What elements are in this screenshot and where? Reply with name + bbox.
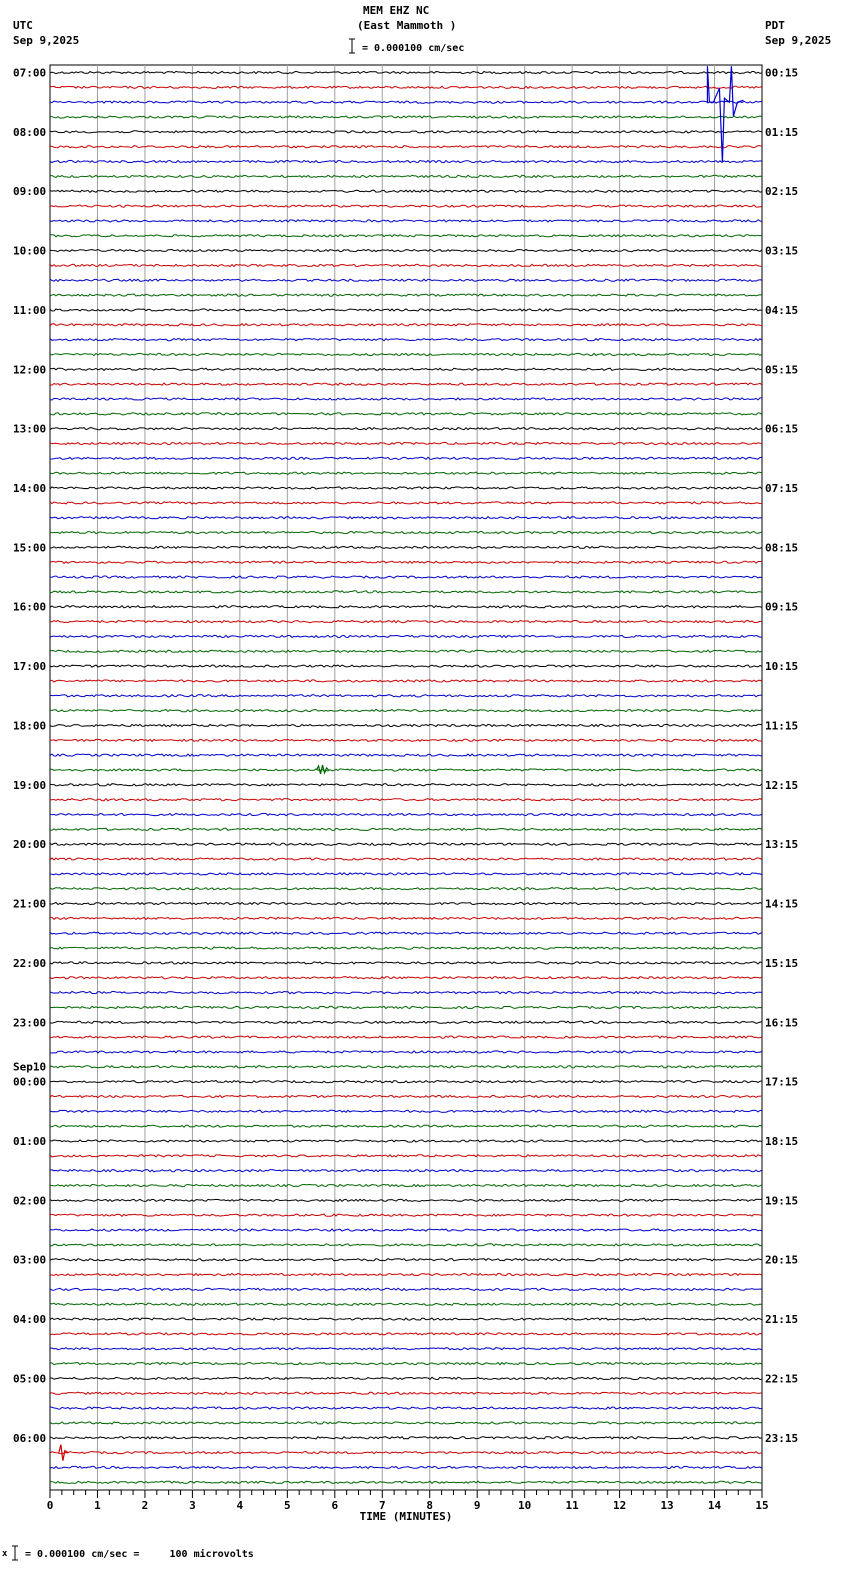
trace-line: [50, 784, 762, 786]
x-tick-label: 10: [518, 1499, 532, 1512]
x-tick-label: 12: [612, 1499, 627, 1512]
trace-line: [50, 1036, 762, 1038]
pdt-hour-label: 23:15: [765, 1431, 799, 1445]
trace-line: [50, 442, 762, 444]
utc-hour-label: 21:00: [13, 897, 47, 911]
trace-line: [50, 1259, 762, 1261]
footer-scale-note: = 0.000100 cm/sec = 100 microvolts: [25, 1549, 254, 1560]
trace-line: [50, 1006, 762, 1008]
trace-line: [50, 606, 762, 608]
trace-line: [50, 205, 762, 207]
trace-line: [50, 101, 762, 103]
trace-line: [50, 754, 762, 756]
pdt-hour-label: 05:15: [765, 363, 799, 377]
right-date: Sep 9,2025: [765, 34, 832, 47]
utc-hour-label: 08:00: [13, 125, 47, 139]
trace-line: [50, 250, 762, 252]
trace-line: [50, 843, 762, 845]
trace-line: [50, 235, 762, 237]
x-tick-label: 13: [660, 1499, 674, 1512]
pdt-hour-label: 17:15: [765, 1075, 799, 1089]
trace-line: [50, 279, 762, 281]
trace-line: [50, 1333, 762, 1335]
trace-line: [50, 962, 762, 964]
pdt-hour-label: 11:15: [765, 719, 799, 733]
trace-line: [50, 710, 762, 712]
trace-line: [50, 190, 762, 192]
trace-line: [50, 1363, 762, 1365]
x-tick-label: 3: [189, 1499, 196, 1512]
pdt-hour-label: 16:15: [765, 1016, 799, 1030]
trace-line: [50, 160, 762, 162]
utc-hour-label: 10:00: [13, 244, 47, 258]
x-tick-label: 0: [46, 1499, 54, 1512]
trace-line: [50, 1066, 762, 1068]
pdt-hour-label: 09:15: [765, 600, 799, 614]
trace-line: [50, 472, 762, 474]
scale-legend: = 0.000100 cm/sec: [362, 43, 465, 54]
trace-line: [50, 487, 762, 489]
utc-hour-label: 17:00: [13, 660, 47, 674]
trace-line: [50, 339, 762, 341]
pdt-hour-label: 02:15: [765, 185, 799, 199]
trace-line: [50, 902, 762, 904]
trace-line: [50, 1348, 762, 1350]
x-tick-label: 7: [378, 1499, 386, 1512]
trace-line: [50, 813, 762, 815]
pdt-hour-label: 04:15: [765, 303, 799, 317]
trace-line: [50, 858, 762, 860]
trace-line: [50, 1214, 762, 1216]
trace-line: [50, 828, 762, 830]
pdt-hour-label: 00:15: [765, 66, 799, 80]
pdt-hour-label: 13:15: [765, 838, 799, 852]
utc-hour-label: 15:00: [13, 541, 47, 555]
pdt-hour-label: 21:15: [765, 1313, 799, 1327]
trace-line: [50, 1318, 762, 1320]
utc-hour-label: 12:00: [13, 363, 47, 377]
trace-line: [50, 1170, 762, 1172]
utc-hour-label: 14:00: [13, 482, 47, 496]
trace-line: [50, 86, 762, 88]
trace-line: [50, 324, 762, 326]
trace-line: [50, 561, 762, 563]
trace-line: [50, 1229, 762, 1231]
trace-line: [50, 546, 762, 548]
trace-line: [50, 977, 762, 979]
trace-line: [50, 695, 762, 697]
utc-hour-label: 01:00: [13, 1134, 47, 1148]
trace-line: [50, 368, 762, 370]
date-change-label: Sep10: [13, 1060, 47, 1074]
trace-line: [50, 1110, 762, 1112]
utc-hour-label: 16:00: [13, 600, 47, 614]
utc-hour-label: 06:00: [13, 1431, 47, 1445]
utc-hour-label: 19:00: [13, 778, 47, 792]
right-timezone: PDT: [765, 19, 785, 32]
trace-line: [50, 457, 762, 459]
trace-line: [50, 1437, 762, 1439]
trace-line: [50, 680, 762, 682]
x-tick-label: 5: [284, 1499, 291, 1512]
trace-line: [50, 1481, 762, 1483]
pdt-hour-label: 01:15: [765, 125, 799, 139]
pdt-hour-label: 19:15: [765, 1194, 799, 1208]
trace-line: [50, 116, 762, 118]
trace-line: [50, 1303, 762, 1305]
trace-line: [50, 932, 762, 934]
trace-line: [50, 353, 762, 355]
trace-line: [50, 576, 762, 578]
x-tick-label: 6: [331, 1499, 339, 1512]
trace-line: [50, 1452, 762, 1454]
trace-line: [50, 1244, 762, 1246]
pdt-hour-label: 06:15: [765, 422, 799, 436]
trace-line: [50, 1422, 762, 1424]
trace-line: [50, 309, 762, 311]
utc-hour-label: 11:00: [13, 303, 47, 317]
trace-line: [50, 264, 762, 266]
trace-line: [50, 650, 762, 652]
pdt-hour-label: 15:15: [765, 956, 799, 970]
trace-line: [50, 769, 762, 771]
utc-hour-label: 03:00: [13, 1253, 47, 1267]
pdt-hour-label: 22:15: [765, 1372, 799, 1386]
trace-line: [50, 1184, 762, 1186]
x-tick-label: 1: [94, 1499, 101, 1512]
trace-line: [50, 502, 762, 504]
x-tick-label: 14: [707, 1499, 722, 1512]
trace-line: [50, 413, 762, 415]
trace-line: [50, 1140, 762, 1142]
plot-frame: [50, 65, 762, 1490]
x-tick-label: 15: [755, 1499, 769, 1512]
utc-hour-label: 00:00: [13, 1075, 47, 1089]
trace-line: [50, 220, 762, 222]
site-subtitle: (East Mammoth ): [357, 19, 457, 32]
x-tick-label: 2: [141, 1499, 149, 1512]
trace-line: [50, 428, 762, 430]
station-title: MEM EHZ NC: [363, 4, 430, 17]
trace-line: [50, 398, 762, 400]
trace-line: [50, 1377, 762, 1379]
utc-hour-label: 07:00: [13, 66, 47, 80]
pdt-hour-label: 12:15: [765, 778, 799, 792]
trace-line: [50, 739, 762, 741]
trace-line: [50, 635, 762, 637]
pdt-hour-label: 18:15: [765, 1134, 799, 1148]
trace-line: [50, 1021, 762, 1023]
trace-line: [50, 917, 762, 919]
trace-line: [50, 621, 762, 623]
trace-line: [50, 1466, 762, 1468]
utc-hour-label: 13:00: [13, 422, 47, 436]
x-tick-label: 8: [426, 1499, 434, 1512]
trace-line: [50, 146, 762, 148]
trace-line: [50, 383, 762, 385]
footer-marker: x: [2, 1549, 8, 1559]
trace-line: [50, 294, 762, 296]
utc-hour-label: 20:00: [13, 838, 47, 852]
left-timezone: UTC: [13, 19, 33, 32]
trace-line: [50, 992, 762, 994]
trace-line: [50, 888, 762, 890]
trace-line: [50, 175, 762, 177]
trace-line: [50, 724, 762, 726]
utc-hour-label: 22:00: [13, 956, 47, 970]
trace-line: [50, 1288, 762, 1290]
trace-line: [50, 1081, 762, 1083]
x-axis-title: TIME (MINUTES): [359, 1510, 453, 1523]
left-date: Sep 9,2025: [13, 34, 80, 47]
trace-line: [50, 131, 762, 133]
trace-line: [50, 71, 762, 73]
trace-line: [50, 1392, 762, 1394]
pdt-hour-label: 20:15: [765, 1253, 799, 1267]
trace-line: [50, 1051, 762, 1053]
pdt-hour-label: 14:15: [765, 897, 799, 911]
trace-line: [50, 532, 762, 534]
trace-line: [50, 873, 762, 875]
utc-hour-label: 05:00: [13, 1372, 47, 1386]
trace-line: [50, 1125, 762, 1127]
trace-line: [50, 799, 762, 801]
trace-line: [50, 947, 762, 949]
utc-hour-label: 02:00: [13, 1194, 47, 1208]
x-tick-label: 11: [565, 1499, 579, 1512]
trace-line: [50, 1155, 762, 1157]
x-tick-label: 9: [473, 1499, 481, 1512]
pdt-hour-label: 10:15: [765, 660, 799, 674]
trace-line: [50, 517, 762, 519]
trace-line: [50, 1273, 762, 1275]
pdt-hour-label: 03:15: [765, 244, 799, 258]
utc-hour-label: 04:00: [13, 1313, 47, 1327]
pdt-hour-label: 07:15: [765, 482, 799, 496]
utc-hour-label: 23:00: [13, 1016, 47, 1030]
trace-line: [50, 1199, 762, 1201]
pdt-hour-label: 08:15: [765, 541, 799, 555]
utc-hour-label: 09:00: [13, 185, 47, 199]
trace-line: [50, 591, 762, 593]
trace-line: [50, 1407, 762, 1409]
trace-line: [50, 1095, 762, 1097]
utc-hour-label: 18:00: [13, 719, 47, 733]
trace-line: [50, 665, 762, 667]
x-tick-label: 4: [236, 1499, 244, 1512]
